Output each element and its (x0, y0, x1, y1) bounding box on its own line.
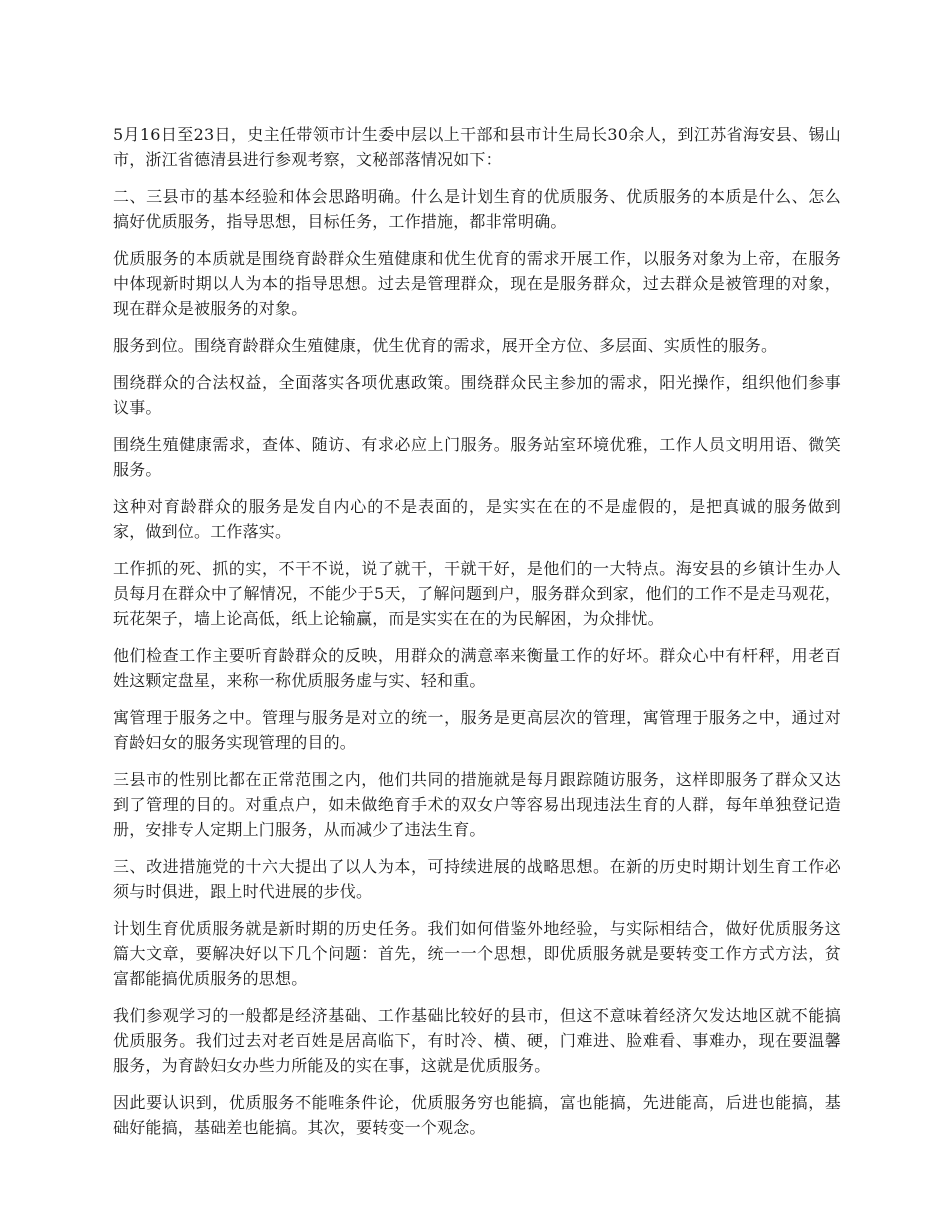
paragraph-12: 三、改进措施党的十六大提出了以人为本，可持续进展的战略思想。在新的历史时期计划生育工作必须与时俱进，跟上时代进展的步伐。 (113, 857, 841, 901)
paragraph-14: 我们参观学习的一般都是经济基础、工作基础比较好的县市，但这不意味着经济欠发达地区就不能搞优质服务。我们过去对老百姓是居高临下，有时冷、横、硬，门难进、脸难看、事难办，现在要温馨服务，为育龄妇女办些力所能及的实在事，这就是优质服务。 (113, 1006, 841, 1075)
paragraph-3: 优质服务的本质就是围绕育龄群众生殖健康和优生优育的需求开展工作，以服务对象为上帝，在服务中体现新时期以人为本的指导思想。过去是管理群众，现在是服务群众，过去群众是被管理的对象，现在群众是被服务的对象。 (113, 249, 841, 318)
paragraph-1: 5月16日至23日，史主任带领市计生委中层以上干部和县市计生局长30余人，到江苏省海安县、锡山市，浙江省德清县进行参观考察，文秘部落情况如下： (113, 125, 841, 169)
paragraph-15: 因此要认识到，优质服务不能唯条件论，优质服务穷也能搞，富也能搞，先进能高，后进也能搞，基础好能搞，基础差也能搞。其次，要转变一个观念。 (113, 1093, 841, 1137)
paragraph-5: 围绕群众的合法权益，全面落实各项优惠政策。围绕群众民主参加的需求，阳光操作，组织他们参事议事。 (113, 373, 841, 417)
paragraph-9: 他们检查工作主要听育龄群众的反映，用群众的满意率来衡量工作的好坏。群众心中有杆秤，用老百姓这颗定盘星，来称一称优质服务虚与实、轻和重。 (113, 646, 841, 690)
paragraph-13: 计划生育优质服务就是新时期的历史任务。我们如何借鉴外地经验，与实际相结合，做好优质服务这篇大文章，要解决好以下几个问题：首先，统一一个思想，即优质服务就是要转变工作方式方法，贫富都能搞优质服务的思想。 (113, 919, 841, 988)
paragraph-4: 服务到位。围绕育龄群众生殖健康，优生优育的需求，展开全方位、多层面、实质性的服务。 (113, 336, 778, 355)
paragraph-2: 二、三县市的基本经验和体会思路明确。什么是计划生育的优质服务、优质服务的本质是什么、怎么搞好优质服务，指导思想，目标任务，工作措施，都非常明确。 (113, 187, 841, 231)
paragraph-11: 三县市的性别比都在正常范围之内，他们共同的措施就是每月跟踪随访服务，这样即服务了群众又达到了管理的目的。对重点户，如未做绝育手术的双女户等容易出现违法生育的人群，每年单独登记造册，安排专人定期上门服务，从而减少了违法生育。 (113, 770, 841, 839)
paragraph-8: 工作抓的死、抓的实，不干不说，说了就干，干就干好，是他们的一大特点。海安县的乡镇计生办人员每月在群众中了解情况，不能少于5天，了解问题到户，服务群众到家，他们的工作不是走马观花，玩花架子，墙上论高低，纸上论输赢，而是实实在在的为民解困，为众排忧。 (113, 559, 841, 628)
paragraph-6: 围绕生殖健康需求，查体、随访、有求必应上门服务。服务站室环境优雅，工作人员文明用语、微笑服务。 (113, 435, 841, 479)
document-body (113, 122, 841, 1152)
paragraph-10: 寓管理于服务之中。管理与服务是对立的统一，服务是更高层次的管理，寓管理于服务之中，通过对育龄妇女的服务实现管理的目的。 (113, 708, 841, 752)
paragraph-7: 这种对育龄群众的服务是发自内心的不是表面的，是实实在在的不是虚假的，是把真诚的服务做到家，做到位。工作落实。 (113, 497, 841, 541)
